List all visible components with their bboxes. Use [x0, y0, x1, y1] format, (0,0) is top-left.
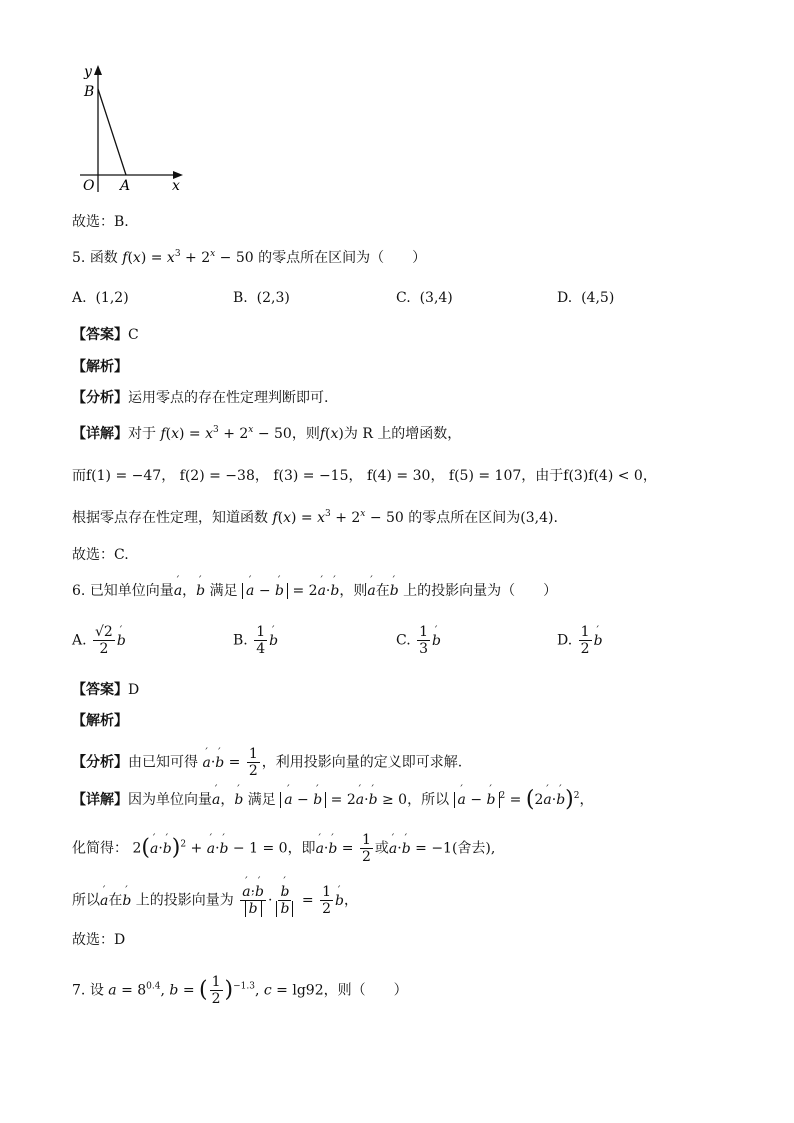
- q5-analysis-tag: 【解析】: [72, 359, 128, 375]
- q6-conclusion: 故选：D: [72, 932, 126, 948]
- answer-tag: 【答案】: [72, 327, 128, 343]
- q6-xiangjie: 【详解】因为单位向量ˊ a，ˊ b 满足 ˊ a − ˊ b = 2ˊ a·ˊ b ≥ 0，所以 ˊ a − ˊ b $^2$ = (2ˊ a·ˊ b)$^2$，: [72, 790, 594, 810]
- q5-option-b: B. (2,3): [233, 290, 290, 306]
- q5-values: 而f(1) = −47， f(2) = −38， f(3) = −15， f(4) = 30， f(5) = 107，由于f(3)f(4) < 0，: [72, 468, 657, 484]
- q5-conclusion: 故选：C.: [72, 547, 129, 563]
- q6-option-d: D. $\frac{1}{2}$ ˊ b: [557, 624, 603, 657]
- q5-stem: 5. 函数 $f(x) = x^3 + 2^x - 50$ 的零点所在区间为（ ）: [72, 249, 427, 266]
- q5-option-c: C. (3,4): [396, 290, 453, 306]
- label-o: O: [83, 178, 95, 194]
- label-x: x: [172, 178, 180, 194]
- q6-answer: 【答案】D: [72, 682, 140, 698]
- q6-option-b: B. $\frac{1}{4}$ ˊ b: [233, 624, 278, 657]
- label-b: B: [84, 84, 95, 100]
- q5-answer: [72, 325, 139, 345]
- q5-fenxi: 【分析】运用零点的存在性定理判断即可.: [72, 390, 329, 406]
- q6-projection: 所以ˊ a在ˊ b 上的投影向量为 ˊ a·ˊ b ˊ b · ˊ b ˊ b = $\frac{1}{2}$ ˊ b，: [72, 884, 358, 917]
- q5-option-d: D. (4,5): [557, 290, 615, 306]
- q5-xiangjie: 【详解】对于 $f(x) = x^3 + 2^x - 50$，则f(x)为 R 上的增函数，: [72, 425, 462, 442]
- q7-stem: 7. 设 $a = 8^{0.4}$, b = ( $\frac{1}{2}$ )$^{-1.3}$, c = lg92，则（ ）: [72, 974, 408, 1007]
- segment-ab: [98, 89, 126, 175]
- q5-answer-value: C: [128, 327, 139, 343]
- q5-option-a: A. (1,2): [72, 290, 129, 306]
- q5-stem-post: 的零点所在区间为（ ）: [258, 250, 427, 266]
- q6-analysis-tag: 【解析】: [72, 713, 128, 729]
- coordinate-figure: [70, 62, 190, 197]
- q6-simplify: 化简得： 2(ˊ a·ˊ b)$^2$ + ˊ a·ˊ b − 1 = 0，即ˊ a·ˊ b = $\frac{1}{2}$ 或ˊ a·ˊ b = −1(舍去),: [72, 832, 495, 865]
- q6-stem: 6. 已知单位向量ˊ a，ˊ b 满足 ˊ a − ˊ b = 2ˊ a·ˊ b，则ˊ a在ˊ b 上的投影向量为（ ）: [72, 581, 557, 601]
- q4-conclusion: 故选：B.: [72, 214, 129, 230]
- q5-conclusion-line: 根据零点存在性定理，知道函数 $f(x) = x^3 + 2^x - 50$ 的零点所在区间为(3,4).: [72, 509, 558, 526]
- q6-fenxi: 【分析】由已知可得 ˊ a·ˊ b = $\frac{1}{2}$ ，利用投影向量的定义即可求解.: [72, 746, 462, 779]
- label-y: y: [84, 64, 92, 80]
- q6-option-c: C. $\frac{1}{3}$ ˊ b: [396, 624, 441, 657]
- q5-number: 5.: [72, 250, 86, 266]
- label-a: A: [120, 178, 131, 194]
- q5-stem-pre: 函数: [89, 250, 118, 266]
- q6-option-a: A. $\frac{√2}{2}$ ˊ b: [72, 624, 126, 657]
- y-axis-arrow: [94, 65, 102, 75]
